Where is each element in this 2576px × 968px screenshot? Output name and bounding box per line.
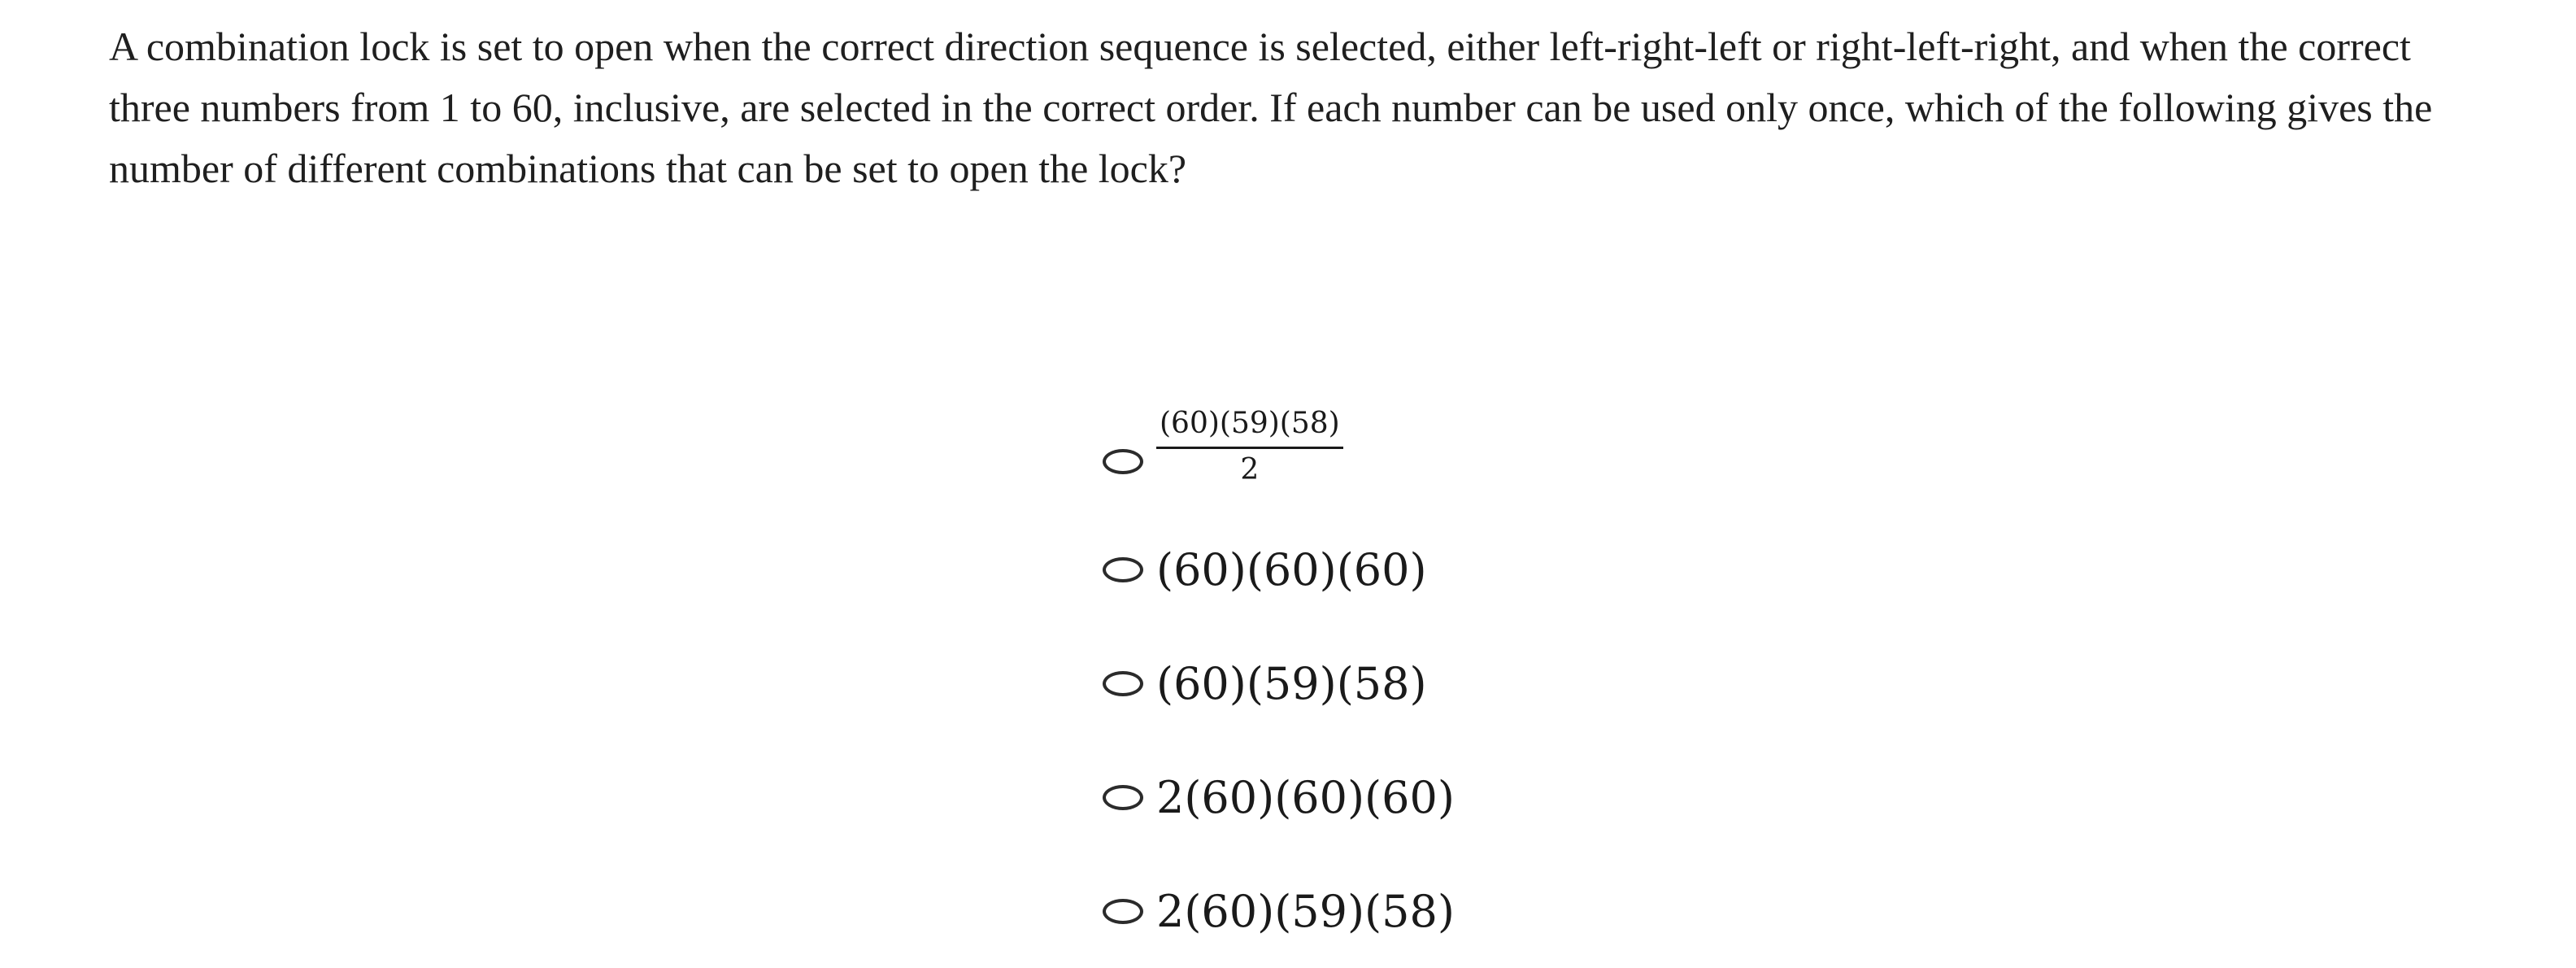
answer-choice-label: 2(60)(59)(58) — [1156, 885, 1455, 937]
answer-choice-c[interactable] — [1103, 626, 1455, 740]
fraction — [1156, 406, 1343, 486]
answer-choice-label: (60)(60)(60) — [1156, 543, 1427, 595]
radio-unchecked-icon[interactable] — [1103, 671, 1143, 696]
radio-unchecked-icon[interactable] — [1103, 899, 1143, 924]
radio-unchecked-icon[interactable] — [1103, 785, 1143, 810]
answer-choice-label: (60)(59)(58) — [1156, 657, 1427, 709]
answer-choices — [1103, 397, 1455, 968]
fraction-numerator: (60)(59)(58) — [1156, 406, 1343, 449]
answer-choice-label: 2(60)(60)(60) — [1156, 771, 1455, 823]
answer-choice-a[interactable] — [1103, 397, 1455, 495]
answer-choice-e[interactable] — [1103, 854, 1455, 968]
radio-unchecked-icon[interactable] — [1103, 557, 1143, 582]
radio-unchecked-icon[interactable] — [1103, 449, 1143, 474]
answer-choice-d[interactable] — [1103, 740, 1455, 854]
answer-choice-b[interactable] — [1103, 512, 1455, 626]
question-text: A combination lock is set to open when the correct direction sequence is selected, either left-right-left or right-left-right, and when the correct three numbers from 1 to 60, inclusive, are selected in the correct order. If each number can be used only once, which of the following gives the number of different combinations that can be set to open the lock? — [109, 24, 2433, 191]
fraction-denominator: 2 — [1240, 452, 1260, 486]
